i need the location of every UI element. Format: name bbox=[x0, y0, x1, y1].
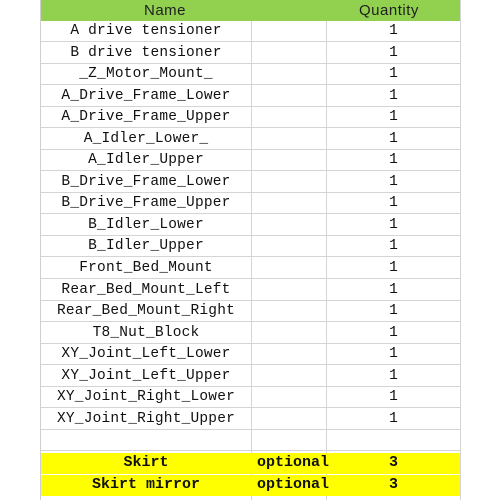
table-row[interactable] bbox=[41, 258, 460, 279]
quantity-cell[interactable]: 3 bbox=[388, 454, 398, 471]
part-name-cell[interactable]: B_Idler_Upper bbox=[88, 238, 204, 254]
table-row-highlighted[interactable] bbox=[41, 475, 460, 496]
table-row[interactable] bbox=[41, 236, 460, 257]
part-name-cell[interactable]: A_Drive_Frame_Upper bbox=[61, 109, 231, 125]
quantity-cell[interactable]: 1 bbox=[389, 260, 398, 276]
quantity-cell[interactable]: 1 bbox=[389, 23, 398, 39]
quantity-cell[interactable]: 1 bbox=[389, 174, 398, 190]
quantity-cell[interactable]: 1 bbox=[389, 238, 398, 254]
table-row[interactable] bbox=[41, 323, 460, 344]
part-name-cell[interactable]: B_Drive_Frame_Lower bbox=[61, 174, 231, 190]
table-row-empty[interactable] bbox=[41, 430, 460, 451]
table-row[interactable] bbox=[41, 43, 460, 64]
quantity-cell[interactable]: 1 bbox=[389, 131, 398, 147]
quantity-cell[interactable]: 1 bbox=[389, 109, 398, 125]
table-row[interactable] bbox=[41, 344, 460, 365]
table-row[interactable] bbox=[41, 129, 460, 150]
quantity-cell[interactable]: 1 bbox=[389, 45, 398, 61]
part-name-cell[interactable]: A_Idler_Upper bbox=[88, 152, 204, 168]
quantity-cell[interactable]: 1 bbox=[389, 66, 398, 82]
quantity-cell[interactable]: 1 bbox=[389, 195, 398, 211]
part-name-cell[interactable]: B_Idler_Lower bbox=[88, 217, 204, 233]
quantity-cell[interactable]: 1 bbox=[389, 325, 398, 341]
part-name-cell[interactable]: T8_Nut_Block bbox=[92, 325, 200, 341]
part-name-cell[interactable]: Rear_Bed_Mount_Right bbox=[56, 303, 236, 319]
quantity-cell[interactable]: 1 bbox=[389, 389, 398, 405]
part-name-cell[interactable]: XY_Joint_Right_Lower bbox=[56, 389, 236, 405]
table-row[interactable] bbox=[41, 387, 460, 408]
part-name-cell[interactable]: XY_Joint_Right_Upper bbox=[56, 411, 236, 427]
quantity-cell[interactable]: 1 bbox=[389, 217, 398, 233]
part-name-cell[interactable]: Rear_Bed_Mount_Left bbox=[61, 282, 231, 298]
table-row[interactable] bbox=[41, 193, 460, 214]
table-row[interactable] bbox=[41, 150, 460, 171]
table-row[interactable] bbox=[41, 64, 460, 85]
table-row[interactable] bbox=[41, 21, 460, 42]
table-row[interactable] bbox=[41, 366, 460, 387]
table-header-row bbox=[41, 0, 460, 21]
table-row[interactable] bbox=[41, 86, 460, 107]
quantity-cell[interactable]: 1 bbox=[389, 368, 398, 384]
part-name-cell[interactable]: B drive tensioner bbox=[70, 45, 222, 61]
quantity-cell[interactable]: 3 bbox=[388, 476, 398, 493]
optional-note-cell[interactable]: optional bbox=[256, 454, 329, 471]
quantity-cell[interactable]: 1 bbox=[389, 152, 398, 168]
part-name-cell[interactable]: A_Drive_Frame_Lower bbox=[61, 88, 231, 104]
quantity-cell[interactable]: 1 bbox=[389, 282, 398, 298]
table-row[interactable] bbox=[41, 301, 460, 322]
quantity-cell[interactable]: 1 bbox=[389, 88, 398, 104]
part-name-cell[interactable]: XY_Joint_Left_Lower bbox=[61, 346, 231, 362]
table-row[interactable] bbox=[41, 280, 460, 301]
table-row-highlighted[interactable] bbox=[41, 453, 460, 474]
table-row[interactable] bbox=[41, 172, 460, 193]
part-name-cell[interactable]: A_Idler_Lower_ bbox=[83, 131, 209, 147]
part-name-cell[interactable]: Front_Bed_Mount bbox=[79, 260, 213, 276]
part-name-cell[interactable]: Skirt mirror bbox=[91, 476, 201, 493]
part-name-cell[interactable]: A drive tensioner bbox=[70, 23, 222, 39]
table-row[interactable] bbox=[41, 409, 460, 430]
part-name-cell[interactable]: XY_Joint_Left_Upper bbox=[61, 368, 231, 384]
quantity-cell[interactable]: 1 bbox=[389, 346, 398, 362]
column-header-quantity[interactable]: Quantity bbox=[359, 2, 419, 19]
part-name-cell[interactable]: B_Drive_Frame_Upper bbox=[61, 195, 231, 211]
part-name-cell[interactable]: _Z_Motor_Mount_ bbox=[79, 66, 213, 82]
table-row[interactable] bbox=[41, 107, 460, 128]
optional-note-cell[interactable]: optional bbox=[256, 476, 329, 493]
table-row[interactable] bbox=[41, 215, 460, 236]
quantity-cell[interactable]: 1 bbox=[389, 411, 398, 427]
part-name-cell[interactable]: Skirt bbox=[123, 454, 169, 471]
quantity-cell[interactable]: 1 bbox=[389, 303, 398, 319]
column-header-name[interactable]: Name bbox=[144, 2, 187, 19]
